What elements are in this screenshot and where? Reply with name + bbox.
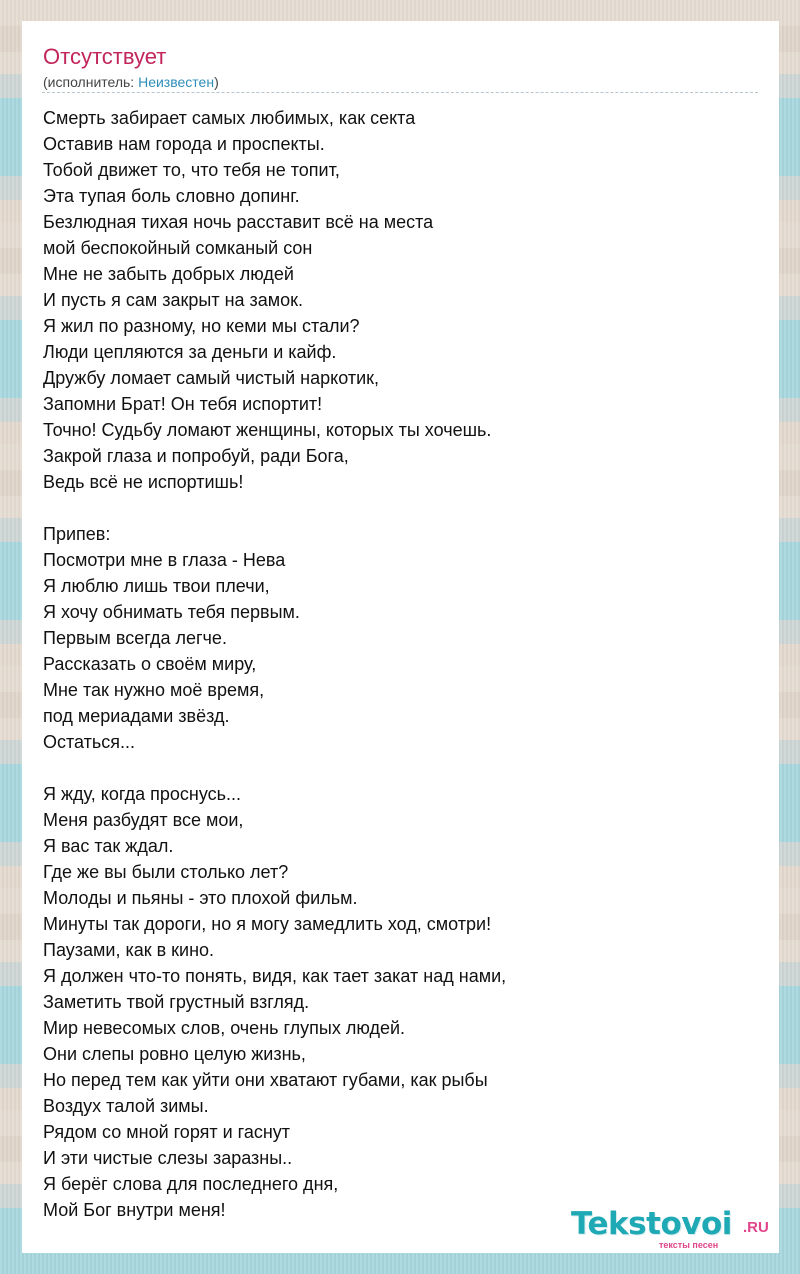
lyric-line: Я должен что-то понять, видя, как тает закат над нами, bbox=[43, 966, 507, 986]
lyric-blank-line bbox=[43, 495, 758, 521]
lyrics-text bbox=[43, 105, 758, 1223]
lyric-line: Закрой глаза и попробуй, ради Бога, bbox=[43, 446, 349, 466]
dashed-divider bbox=[42, 92, 758, 93]
lyric-line: Я хочу обнимать тебя первым. bbox=[43, 602, 300, 622]
lyric-line: Припев: bbox=[43, 524, 111, 544]
lyric-blank-line bbox=[43, 755, 758, 781]
lyric-line: Ведь всё не испортишь! bbox=[43, 472, 244, 492]
lyric-line: под мериадами звёзд. bbox=[43, 706, 230, 726]
lyric-line: Оставив нам города и проспекты. bbox=[43, 134, 325, 154]
lyric-line: Мой Бог внутри меня! bbox=[43, 1200, 226, 1220]
lyric-line: Мне так нужно моё время, bbox=[43, 680, 265, 700]
lyric-line: Я жил по разному, но кеми мы стали? bbox=[43, 316, 360, 336]
lyric-line: Я вас так ждал. bbox=[43, 836, 174, 856]
lyric-line: мой беспокойный сомканый сон bbox=[43, 238, 313, 258]
lyric-line: Первым всегда легче. bbox=[43, 628, 227, 648]
lyric-line: Но перед тем как уйти они хватают губами, как рыбы bbox=[43, 1070, 488, 1090]
logo-tagline: тексты песен bbox=[659, 1240, 719, 1250]
artist-suffix: ) bbox=[214, 74, 219, 90]
lyric-line: Рассказать о своём миру, bbox=[43, 654, 257, 674]
lyric-line: Эта тупая боль словно допинг. bbox=[43, 186, 300, 206]
lyric-line: Молоды и пьяны - это плохой фильм. bbox=[43, 888, 358, 908]
lyric-line: Я берёг слова для последнего дня, bbox=[43, 1174, 339, 1194]
lyric-line: Безлюдная тихая ночь расставит всё на места bbox=[43, 212, 434, 232]
lyric-line: Заметить твой грустный взгляд. bbox=[43, 992, 310, 1012]
lyric-line: Дружбу ломает самый чистый наркотик, bbox=[43, 368, 379, 388]
artist-line bbox=[43, 73, 219, 91]
artist-prefix: (исполнитель: bbox=[43, 74, 139, 90]
lyric-line: Мне не забыть добрых людей bbox=[43, 264, 294, 284]
lyric-line: Тобой движет то, что тебя не топит, bbox=[43, 160, 340, 180]
lyric-line: Смерть забирает самых любимых, как секта bbox=[43, 108, 416, 128]
lyric-line: Воздух талой зимы. bbox=[43, 1096, 209, 1116]
lyric-line: Остаться... bbox=[43, 732, 136, 752]
lyrics-sheet bbox=[22, 21, 779, 1253]
lyric-line: Точно! Судьбу ломают женщины, которых ты хочешь. bbox=[43, 420, 492, 440]
lyric-line: Меня разбудят все мои, bbox=[43, 810, 244, 830]
lyric-line: Минуты так дороги, но я могу замедлить ход, смотри! bbox=[43, 914, 492, 934]
lyric-line: Посмотри мне в глаза - Нева bbox=[43, 550, 286, 570]
lyric-line: Где же вы были столько лет? bbox=[43, 862, 289, 882]
lyric-line: Я люблю лишь твои плечи, bbox=[43, 576, 270, 596]
lyric-line: Паузами, как в кино. bbox=[43, 940, 215, 960]
lyric-line: Они слепы ровно целую жизнь, bbox=[43, 1044, 306, 1064]
logo-tld: .RU bbox=[743, 1219, 769, 1236]
site-logo[interactable] bbox=[571, 1207, 771, 1249]
lyric-line: Я жду, когда проснусь... bbox=[43, 784, 241, 804]
lyric-line: И эти чистые слезы заразны.. bbox=[43, 1148, 293, 1168]
logo-brand: Tekstovoi bbox=[571, 1206, 732, 1242]
lyric-line: Люди цепляются за деньги и кайф. bbox=[43, 342, 337, 362]
lyric-line: Мир невесомых слов, очень глупых людей. bbox=[43, 1018, 406, 1038]
lyric-line: И пусть я сам закрыт на замок. bbox=[43, 290, 304, 310]
lyric-line: Рядом со мной горят и гаснут bbox=[43, 1122, 291, 1142]
artist-link[interactable]: Неизвестен bbox=[138, 74, 215, 90]
song-title: Отсутствует bbox=[43, 44, 167, 69]
lyric-line: Запомни Брат! Он тебя испортит! bbox=[43, 394, 323, 414]
